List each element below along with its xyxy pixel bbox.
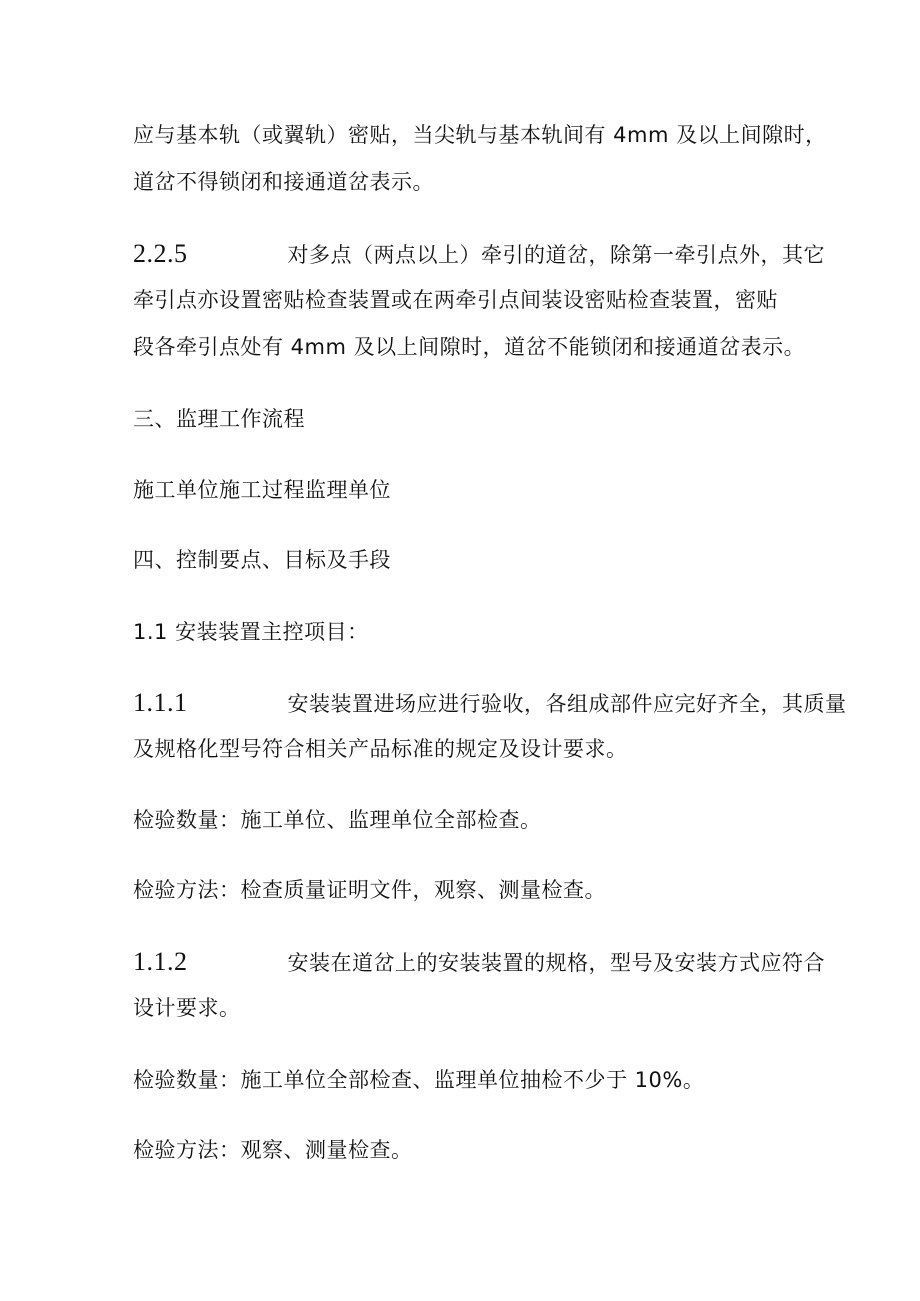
inspection-method-2	[133, 1127, 823, 1174]
clause-number: 1.1.1	[133, 688, 188, 717]
inspection-method-1	[133, 867, 823, 914]
section-heading-4	[133, 537, 823, 584]
text-line	[133, 679, 847, 726]
text-segment: 对多点（两点以上）牵引的道岔，除第一牵引点外，其它	[287, 243, 825, 267]
text-line: 道岔不得锁闭和接通道岔表示。	[133, 170, 434, 194]
paragraph-2-2-5	[133, 230, 823, 371]
paragraph-1-1-2	[133, 938, 823, 1032]
text-line	[133, 230, 823, 277]
heading-text: 1.1 安装装置主控项目：	[133, 620, 369, 644]
inspection-quantity-1	[133, 797, 823, 844]
text-line: 牵引点亦设置密贴检查装置或在两牵引点间装设密贴检查装置，密贴	[133, 288, 778, 312]
paragraph-1-1-1	[133, 679, 847, 773]
text-line: 设计要求。	[133, 996, 241, 1020]
heading-text: 三、监理工作流程	[133, 407, 305, 431]
section-heading-3	[133, 396, 823, 443]
text-line: 检验数量：施工单位全部检查、监理单位抽检不少于 10%。	[133, 1068, 705, 1092]
workflow-line	[133, 467, 823, 514]
inspection-quantity-2	[133, 1057, 823, 1104]
text-line: 检验方法：检查质量证明文件，观察、测量检查。	[133, 878, 606, 902]
text-line	[133, 938, 823, 985]
text-line: 检验数量：施工单位、监理单位全部检查。	[133, 808, 542, 832]
text-line: 检验方法：观察、测量检查。	[133, 1138, 413, 1162]
clause-number: 2.2.5	[133, 239, 188, 268]
paragraph-gap-requirement	[133, 112, 827, 206]
text-line: 应与基本轨（或翼轨）密贴，当尖轨与基本轨间有 4mm 及以上间隙时，	[133, 123, 827, 147]
text-line: 及规格化型号符合相关产品标准的规定及设计要求。	[133, 737, 628, 761]
subsection-heading-1-1	[133, 609, 823, 656]
clause-number: 1.1.2	[133, 947, 188, 976]
text-segment: 安装装置进场应进行验收，各组成部件应完好齐全，其质量	[287, 692, 847, 716]
text-line: 段各牵引点处有 4mm 及以上间隙时，道岔不能锁闭和接通道岔表示。	[133, 335, 806, 359]
heading-text: 四、控制要点、目标及手段	[133, 548, 391, 572]
text-segment: 安装在道岔上的安装装置的规格，型号及安装方式应符合	[287, 951, 825, 975]
text-line: 施工单位施工过程监理单位	[133, 478, 391, 502]
